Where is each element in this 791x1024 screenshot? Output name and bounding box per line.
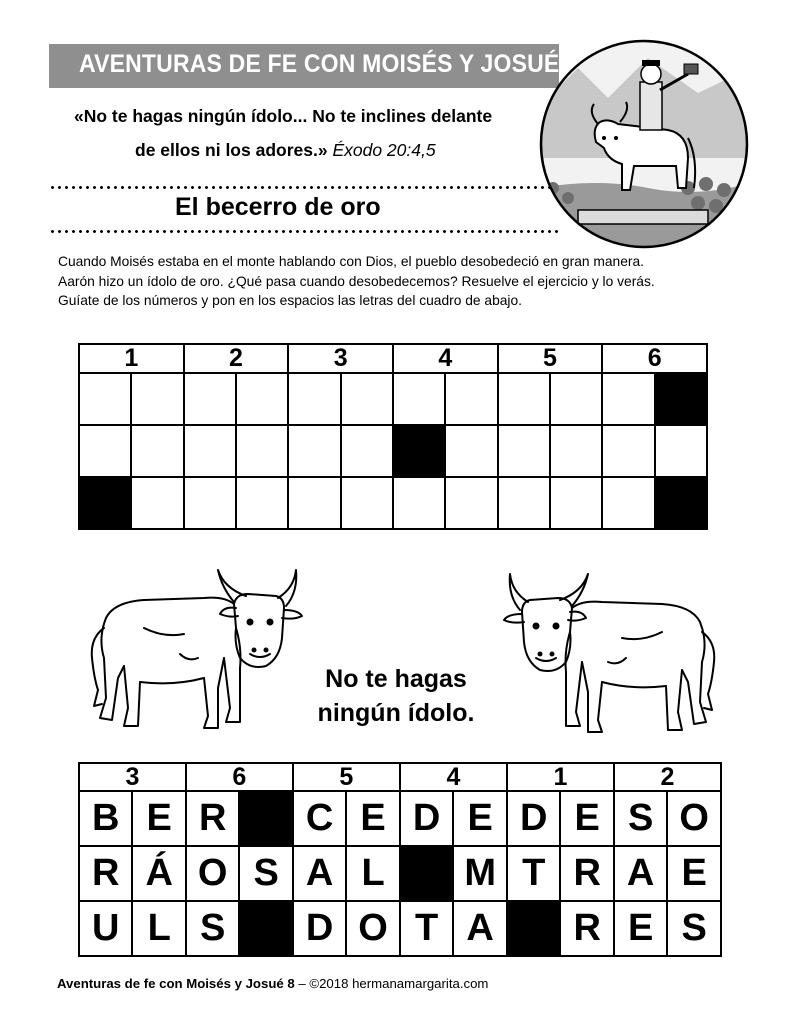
answer-cell[interactable] [393,373,445,425]
letter-cell: T [507,846,560,901]
verse-line-2 [135,140,436,161]
verse-line-2-text: de ellos ni los adores.» [135,140,328,160]
answer-cell[interactable] [236,373,288,425]
letter-cell: A [614,846,667,901]
answer-cell[interactable] [236,425,288,477]
letter-cell: R [560,846,613,901]
lesson-subtitle: El becerro de oro [175,193,381,221]
answer-cell[interactable] [341,477,393,529]
letter-column-number: 4 [400,763,507,791]
answer-cell[interactable] [498,477,550,529]
letter-column-number: 6 [186,763,293,791]
footer-title: Aventuras de fe con Moisés y Josué 8 [57,976,295,991]
answer-column-number: 3 [288,344,393,373]
dotted-divider-top [49,186,559,189]
answer-column-number: 5 [498,344,603,373]
answer-cell[interactable] [131,373,183,425]
bull-drawing-left [84,558,306,738]
blocked-cell [655,477,707,529]
letter-cell: A [293,846,346,901]
letter-cell: B [79,791,132,846]
letter-cell: S [667,901,721,956]
letter-grid-row [79,846,721,901]
answer-cell[interactable] [655,425,707,477]
answer-cell[interactable] [288,373,340,425]
letter-cell: E [667,846,721,901]
slogan [314,662,478,730]
blocked-cell [239,791,292,846]
letter-cell: S [614,791,667,846]
blocked-cell [239,901,292,956]
answer-cell[interactable] [445,425,497,477]
letter-cell: E [132,791,185,846]
answer-grid [78,343,708,530]
letter-cell: R [79,846,132,901]
instructions-line-3: Guíate de los números y pon en los espacios las letras del cuadro de abajo. [58,293,523,308]
instructions [58,252,748,311]
letter-cell: M [453,846,507,901]
dotted-divider-bottom [49,230,559,233]
letter-cell: E [453,791,507,846]
instructions-line-2: Aarón hizo un ídolo de oro. ¿Qué pasa cuando desobedecemos? Resuelve el ejercicio y lo verás. [58,273,655,289]
instructions-line-1: Cuando Moisés estaba en el monte hablando con Dios, el pueblo desobedeció en gran manera. [58,254,644,269]
letter-cell: S [186,901,240,956]
letter-grid-row [79,901,721,956]
verse-reference: Éxodo 20:4,5 [332,140,436,160]
answer-cell[interactable] [79,425,131,477]
letter-cell: C [293,791,346,846]
letter-grid [78,762,722,957]
letter-cell: E [346,791,400,846]
answer-column-number: 2 [184,344,289,373]
letter-cell: O [346,901,400,956]
blocked-cell [655,373,707,425]
answer-cell[interactable] [498,425,550,477]
footer [57,976,488,991]
blocked-cell [400,846,453,901]
answer-cell[interactable] [602,477,654,529]
letter-cell: R [186,791,240,846]
letter-cell: O [667,791,721,846]
letter-cell: S [239,846,292,901]
letter-cell: D [400,791,453,846]
answer-cell[interactable] [341,425,393,477]
calf-idol-illustration [538,38,750,250]
letter-column-number: 2 [614,763,721,791]
answer-cell[interactable] [131,425,183,477]
answer-cell[interactable] [288,425,340,477]
letter-cell: O [186,846,240,901]
answer-column-number: 4 [393,344,498,373]
letter-cell: Á [132,846,185,901]
answer-column-number: 1 [79,344,184,373]
letter-grid-row [79,791,721,846]
answer-cell[interactable] [498,373,550,425]
answer-grid-row [79,425,707,477]
answer-cell[interactable] [602,373,654,425]
letter-cell: R [560,901,613,956]
answer-cell[interactable] [602,425,654,477]
letter-column-number: 3 [79,763,186,791]
answer-grid-header [79,344,707,373]
answer-cell[interactable] [131,477,183,529]
letter-cell: E [560,791,613,846]
letter-cell: D [507,791,560,846]
answer-grid-row [79,373,707,425]
footer-copyright: – ©2018 hermanamargarita.com [294,976,489,991]
letter-cell: L [132,901,185,956]
letter-cell: L [346,846,400,901]
answer-cell[interactable] [184,425,236,477]
answer-cell[interactable] [550,425,602,477]
letter-grid-header [79,763,721,791]
blocked-cell [393,425,445,477]
letter-cell: D [293,901,346,956]
letter-cell: E [614,901,667,956]
answer-cell[interactable] [184,477,236,529]
bull-drawing-right [500,562,722,742]
verse-line-1: «No te hagas ningún ídolo... No te inclines delante [74,106,493,126]
answer-cell[interactable] [445,477,497,529]
answer-cell[interactable] [445,373,497,425]
letter-column-number: 5 [293,763,400,791]
answer-cell[interactable] [184,373,236,425]
answer-cell[interactable] [393,477,445,529]
answer-cell[interactable] [79,373,131,425]
letter-column-number: 1 [507,763,614,791]
answer-column-number: 6 [602,344,707,373]
letter-cell: T [400,901,453,956]
page-title: AVENTURAS DE FE CON MOISÉS Y JOSUÉ [79,50,560,78]
answer-cell[interactable] [550,373,602,425]
letter-cell: A [453,901,507,956]
answer-cell[interactable] [236,477,288,529]
blocked-cell [507,901,560,956]
answer-cell[interactable] [341,373,393,425]
blocked-cell [79,477,131,529]
slogan-line-1: No te hagas [325,665,467,693]
answer-cell[interactable] [288,477,340,529]
answer-cell[interactable] [550,477,602,529]
letter-cell: U [79,901,132,956]
slogan-line-2: ningún ídolo. [317,699,475,727]
answer-grid-row [79,477,707,529]
